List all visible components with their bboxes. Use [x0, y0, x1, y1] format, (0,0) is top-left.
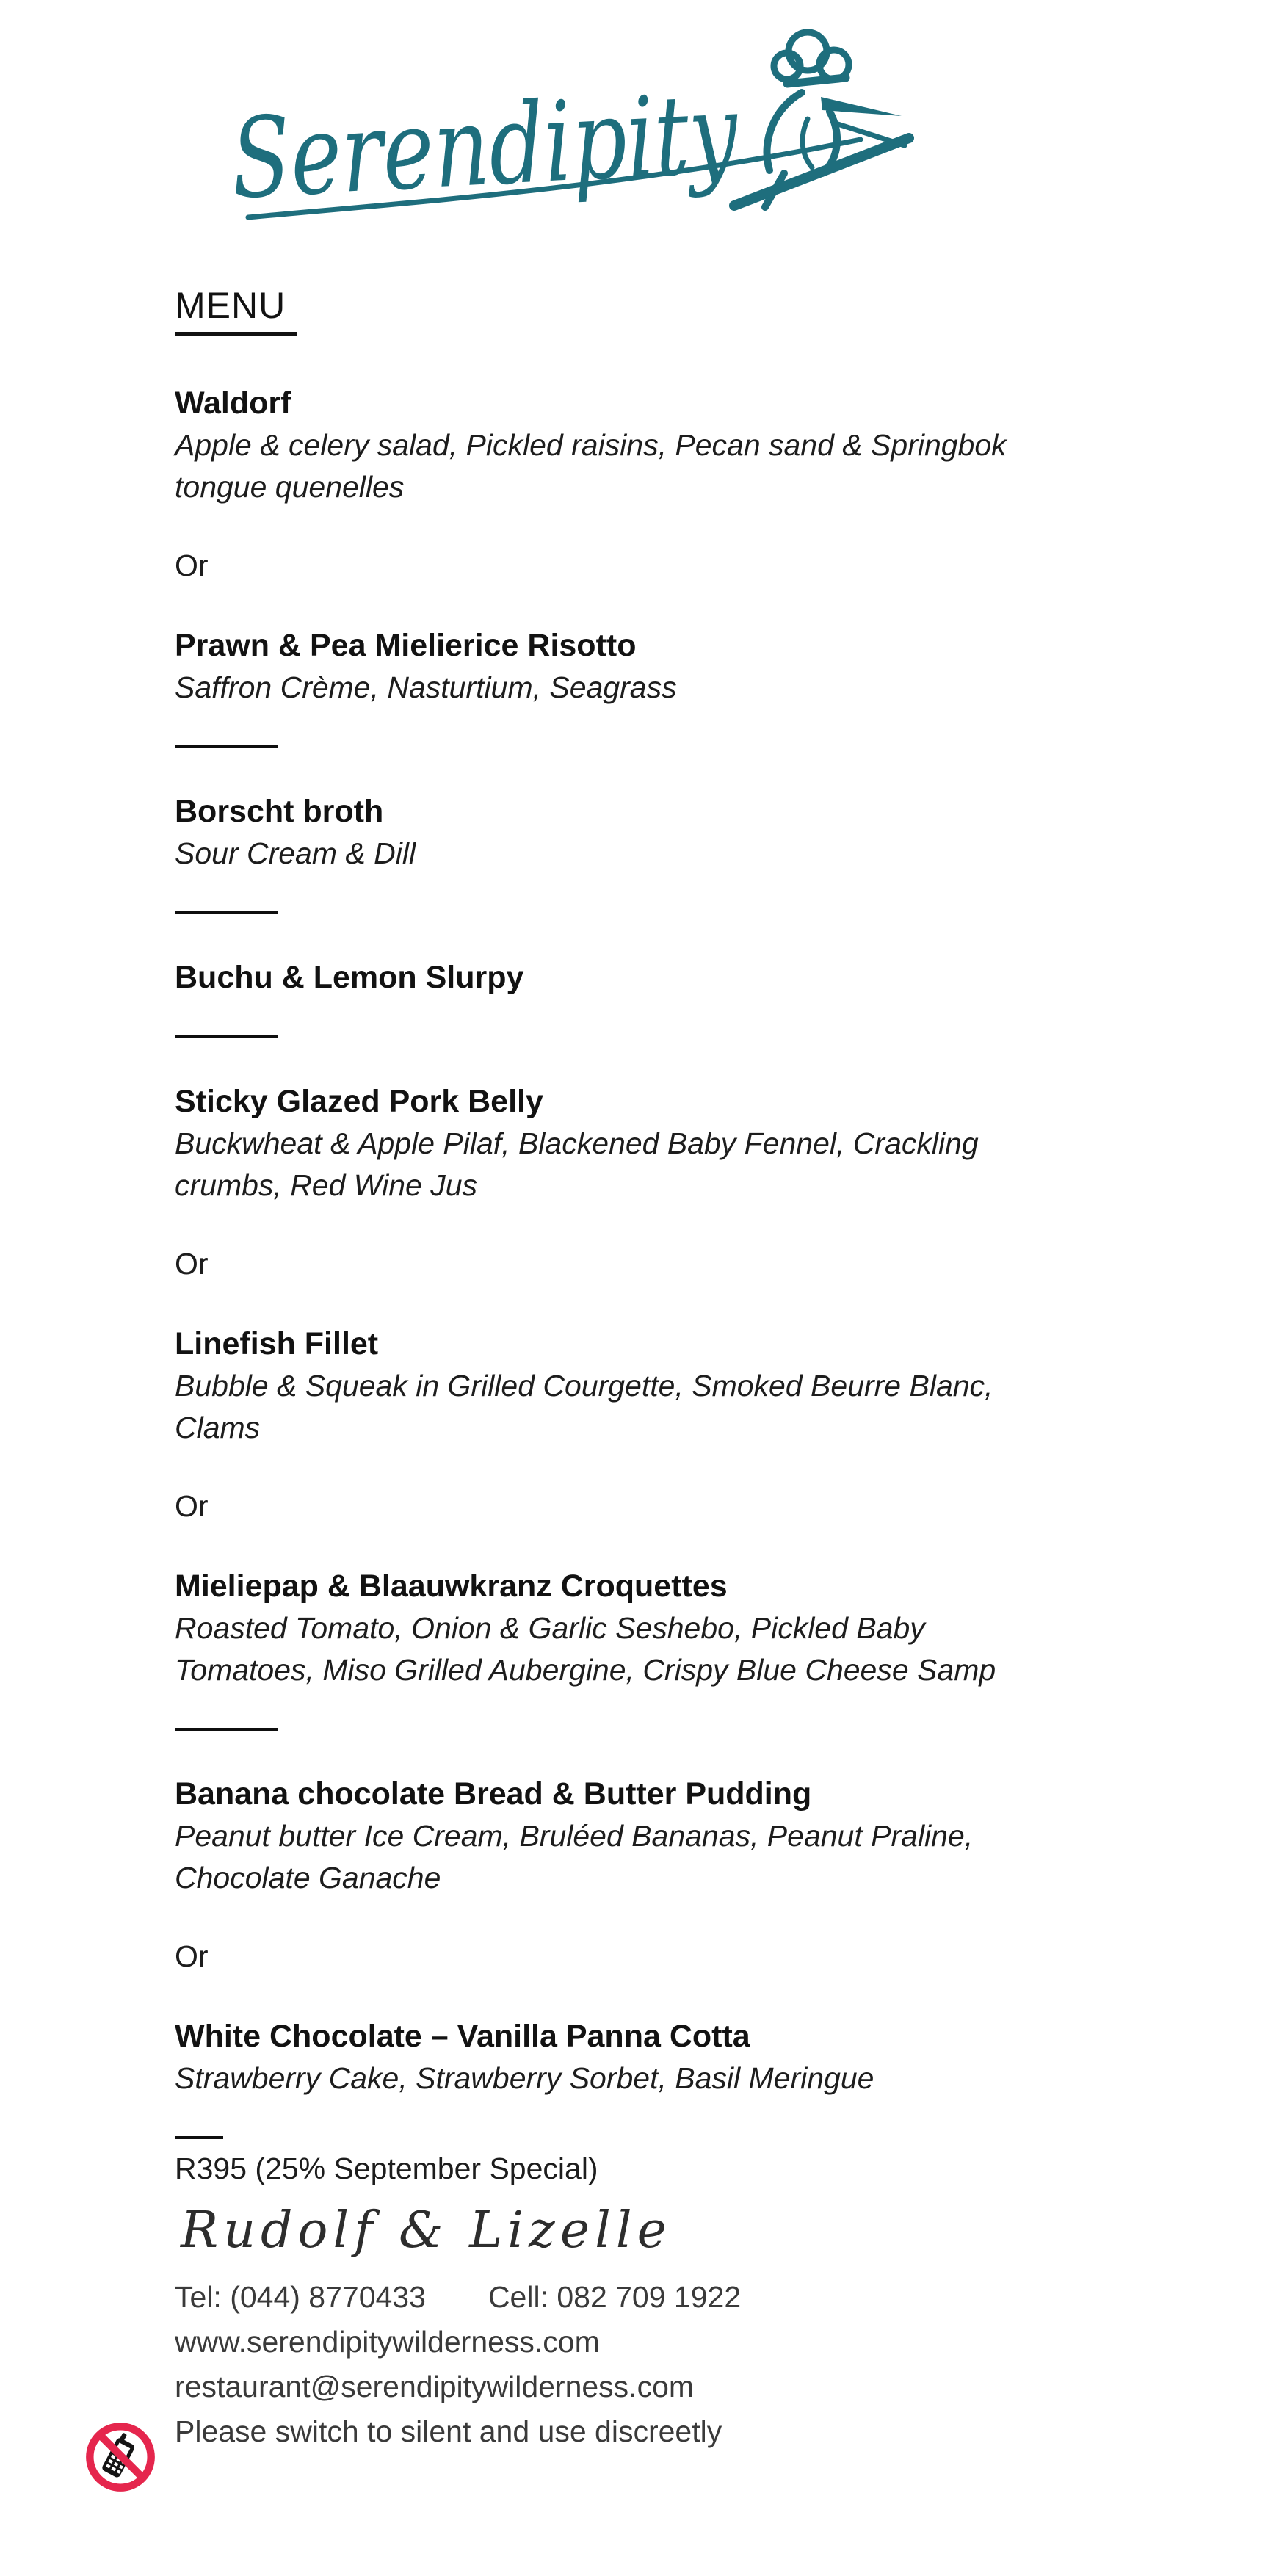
menu-item-panna-cotta	[175, 2016, 1107, 2099]
menu-heading: MENU	[175, 285, 297, 336]
menu-item-borscht-broth	[175, 791, 1107, 875]
menu-item-bread-butter-pudding	[175, 1773, 1107, 1899]
or-separator: Or	[175, 549, 209, 582]
price-divider	[175, 2136, 223, 2139]
silence-notice: Please switch to silent and use discreetly	[175, 2414, 722, 2448]
course-title: Sticky Glazed Pork Belly	[175, 1084, 543, 1119]
section-divider	[175, 745, 278, 748]
menu-item-prawn-risotto	[175, 625, 1107, 709]
section-divider	[175, 911, 278, 914]
menu-item-mieliepap-croquettes	[175, 1566, 1107, 1691]
signature: Rudolf & Lizelle	[181, 2201, 672, 2260]
menu-item-waldorf	[175, 383, 1107, 508]
course-title: Buchu & Lemon Slurpy	[175, 960, 524, 995]
or-separator: Or	[175, 1247, 209, 1281]
course-title: White Chocolate – Vanilla Panna Cotta	[175, 2019, 750, 2054]
website-url: www.serendipitywilderness.com	[175, 2325, 600, 2359]
brand-logo	[220, 21, 918, 270]
or-separator: Or	[175, 1939, 209, 1973]
menu-item-linefish-fillet	[175, 1323, 1107, 1449]
email-address: restaurant@serendipitywilderness.com	[175, 2370, 695, 2403]
menu-item-pork-belly	[175, 1081, 1107, 1206]
section-divider	[175, 1728, 278, 1731]
course-description: Sour Cream & Dill	[175, 836, 416, 870]
course-title: Waldorf	[175, 386, 291, 421]
menu-content	[175, 285, 1107, 2454]
brand-logo-text: Serendipity	[228, 62, 882, 224]
tel-number: Tel: (044) 8770433	[175, 2280, 426, 2314]
section-divider	[175, 1035, 278, 1038]
contact-phones	[175, 2275, 1107, 2320]
course-description: Strawberry Cake, Strawberry Sorbet, Basil Meringue	[175, 2061, 874, 2095]
course-title: Banana chocolate Bread & Butter Pudding	[175, 1776, 812, 1812]
course-title: Linefish Fillet	[175, 1326, 379, 1361]
course-description: Peanut butter Ice Cream, Bruléed Bananas, Peanut Praline, Chocolate Ganache	[175, 1819, 974, 1895]
no-cellphone-icon	[84, 2420, 157, 2494]
course-description: Bubble & Squeak in Grilled Courgette, Smoked Beurre Blanc, Clams	[175, 1369, 993, 1444]
course-title: Prawn & Pea Mielierice Risotto	[175, 628, 637, 663]
course-description: Saffron Crème, Nasturtium, Seagrass	[175, 670, 677, 704]
menu-item-buchu-lemon-slurpy	[175, 957, 1107, 999]
cell-number: Cell: 082 709 1922	[488, 2280, 742, 2314]
course-description: Buckwheat & Apple Pilaf, Blackened Baby Fennel, Crackling crumbs, Red Wine Jus	[175, 1126, 979, 1202]
or-separator: Or	[175, 1489, 209, 1523]
price-note: R395 (25% September Special)	[175, 2152, 598, 2185]
course-title: Borscht broth	[175, 794, 384, 829]
course-description: Apple & celery salad, Pickled raisins, Pecan sand & Springbok tongue quenelles	[175, 428, 1007, 504]
course-title: Mieliepap & Blaauwkranz Croquettes	[175, 1569, 728, 1604]
course-description: Roasted Tomato, Onion & Garlic Seshebo, Pickled Baby Tomatoes, Miso Grilled Aubergine, Crispy Blue Cheese Samp	[175, 1611, 996, 1687]
